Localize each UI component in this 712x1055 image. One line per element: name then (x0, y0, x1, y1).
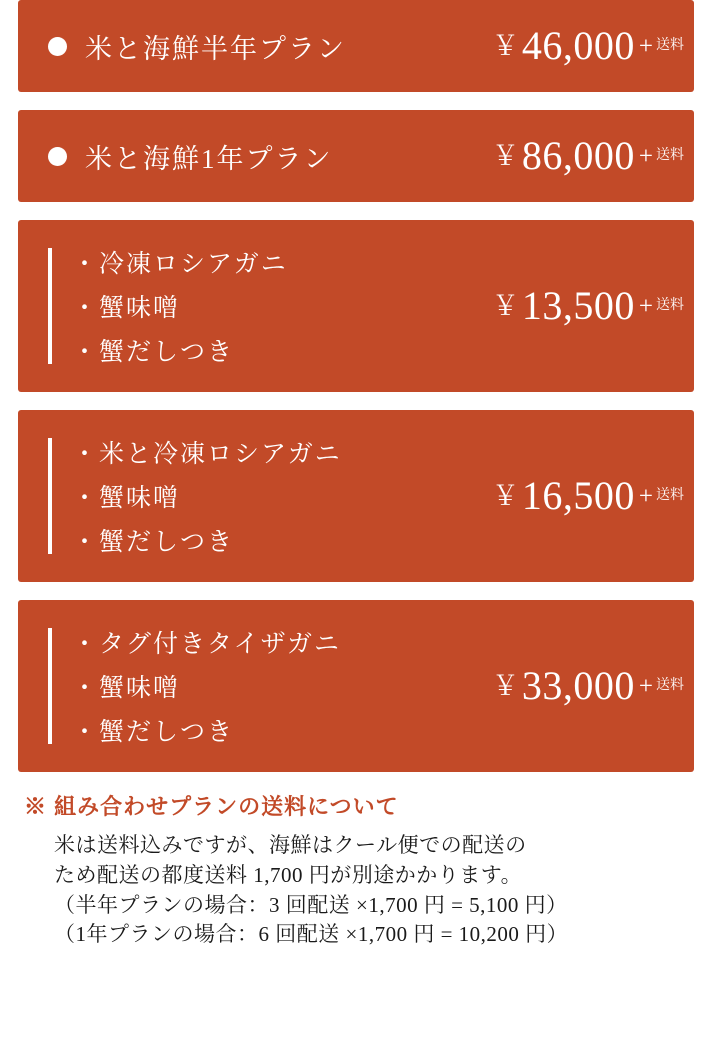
vertical-bar-divider (48, 628, 52, 744)
plan-item-list (72, 434, 342, 558)
vertical-bar-divider (48, 248, 52, 364)
list-item: ・蟹だしつき (72, 719, 235, 746)
list-item: ・蟹味噌 (72, 295, 181, 322)
price-amount: 86,000 (521, 133, 635, 178)
note-title: ※ 組み合わせプランの送料について (24, 794, 399, 819)
yen-symbol: ￥ (491, 670, 519, 701)
plan-item-list (72, 244, 288, 368)
shipping-label: 送料 (656, 38, 684, 54)
shipping-note (18, 790, 694, 950)
list-item: ・米と冷凍ロシアガニ (72, 441, 342, 468)
shipping-label: 送料 (656, 678, 684, 694)
plan-card-half-year[interactable] (18, 0, 694, 92)
shipping-label: 送料 (656, 298, 684, 314)
price-block (491, 133, 684, 178)
price-amount: 46,000 (521, 23, 635, 68)
plan-card-one-year[interactable] (18, 110, 694, 202)
yen-symbol: ￥ (491, 140, 519, 171)
vertical-bar-divider (48, 438, 52, 554)
note-line: （1年プランの場合：6 回配送 ×1,700 円 = 10,200 円） (54, 922, 569, 947)
plan-item-list (72, 624, 341, 748)
price-block (491, 23, 684, 68)
yen-symbol: ￥ (491, 290, 519, 321)
plus-symbol: + (638, 142, 653, 170)
list-item: ・蟹味噌 (72, 485, 181, 512)
list-item: ・タグ付きタイザガニ (72, 631, 342, 658)
plan-card-rice-frozen-crab[interactable] (18, 410, 694, 582)
price-amount: 16,500 (521, 473, 635, 518)
plan-card-frozen-crab[interactable] (18, 220, 694, 392)
yen-symbol: ￥ (491, 480, 519, 511)
list-item: ・蟹だしつき (72, 529, 235, 556)
plus-symbol: + (638, 292, 653, 320)
plus-symbol: + (638, 482, 653, 510)
price-block (491, 473, 684, 518)
plan-name: 米と海鮮1年プラン (85, 143, 333, 174)
note-line: ため配送の都度送料 1,700 円が別途かかります。 (54, 862, 523, 887)
price-block (491, 663, 684, 708)
bullet-dot-icon (48, 147, 67, 166)
list-item: ・蟹味噌 (72, 675, 181, 702)
yen-symbol: ￥ (491, 30, 519, 61)
note-line: 米は送料込みですが、海鮮はクール便での配送の (54, 833, 527, 857)
note-line: （半年プランの場合：3 回配送 ×1,700 円 = 5,100 円） (54, 892, 568, 917)
plan-card-tagged-taiza-crab[interactable] (18, 600, 694, 772)
plus-symbol: + (638, 672, 653, 700)
price-amount: 33,000 (521, 663, 635, 708)
shipping-label: 送料 (656, 488, 684, 504)
note-body (24, 831, 688, 950)
list-item: ・冷凍ロシアガニ (72, 251, 288, 278)
plus-symbol: + (638, 32, 653, 60)
list-item: ・蟹だしつき (72, 339, 235, 366)
shipping-label: 送料 (656, 148, 684, 164)
price-amount: 13,500 (521, 283, 635, 328)
bullet-dot-icon (48, 37, 67, 56)
plan-name: 米と海鮮半年プラン (85, 33, 346, 64)
price-block (491, 283, 684, 328)
